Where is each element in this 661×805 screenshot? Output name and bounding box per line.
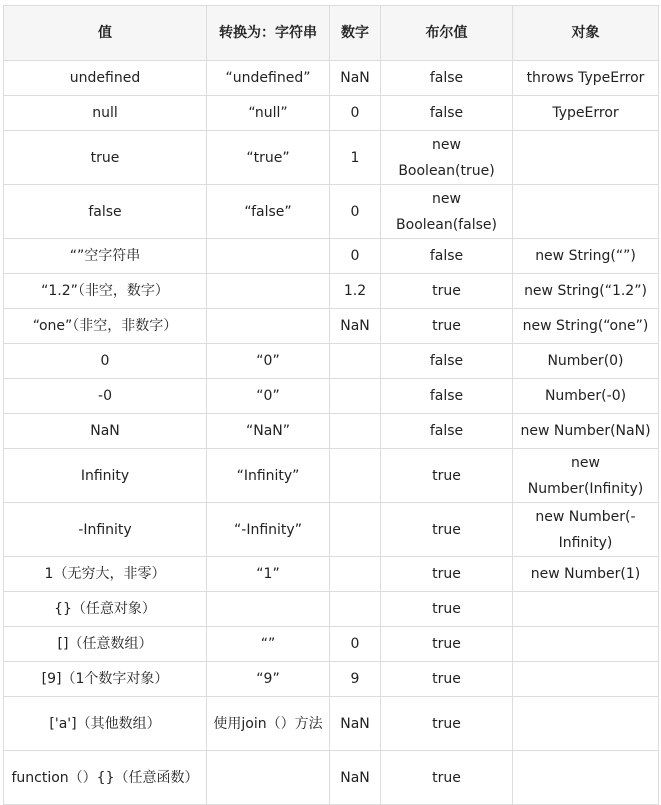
cell-string [207, 274, 330, 309]
cell-object: Number(0) [513, 344, 659, 379]
cell-string: 使用join（）方法 [207, 697, 330, 751]
cell-value: undefined [4, 61, 207, 96]
cell-number [330, 592, 381, 627]
cell-string [207, 239, 330, 274]
cell-object: new String(“”) [513, 239, 659, 274]
cell-value: null [4, 96, 207, 131]
cell-string: “0” [207, 344, 330, 379]
cell-boolean: false [381, 414, 513, 449]
cell-string: “NaN” [207, 414, 330, 449]
cell-object [513, 185, 659, 239]
cell-value: Infinity [4, 449, 207, 503]
cell-string: “9” [207, 662, 330, 697]
cell-boolean: true [381, 449, 513, 503]
cell-value: “one”（非空，非数字） [4, 309, 207, 344]
table-row [4, 96, 659, 131]
cell-number: NaN [330, 697, 381, 751]
cell-boolean: false [381, 379, 513, 414]
table-row [4, 309, 659, 344]
cell-number: NaN [330, 61, 381, 96]
cell-object: new String(“1.2”) [513, 274, 659, 309]
cell-boolean: true [381, 592, 513, 627]
cell-value: []（任意数组） [4, 627, 207, 662]
cell-object [513, 662, 659, 697]
cell-number [330, 557, 381, 592]
cell-object: new Number(-Infinity) [513, 503, 659, 557]
cell-boolean: false [381, 96, 513, 131]
cell-value: false [4, 185, 207, 239]
cell-number [330, 503, 381, 557]
cell-string [207, 309, 330, 344]
cell-boolean: true [381, 274, 513, 309]
cell-value: -Infinity [4, 503, 207, 557]
cell-object [513, 627, 659, 662]
table-row [4, 697, 659, 751]
cell-boolean: false [381, 61, 513, 96]
cell-number [330, 414, 381, 449]
type-conversion-table [3, 5, 659, 805]
cell-number [330, 449, 381, 503]
table-row [4, 185, 659, 239]
table-row [4, 379, 659, 414]
cell-number: 0 [330, 96, 381, 131]
cell-boolean: false [381, 344, 513, 379]
cell-number: 0 [330, 239, 381, 274]
cell-value: 1（无穷大，非零） [4, 557, 207, 592]
cell-object [513, 592, 659, 627]
cell-object: new Number(1) [513, 557, 659, 592]
cell-object: new String(“one”) [513, 309, 659, 344]
cell-string: “undefined” [207, 61, 330, 96]
cell-value: “”空字符串 [4, 239, 207, 274]
cell-value: “1.2”（非空，数字） [4, 274, 207, 309]
cell-boolean: new Boolean(false) [381, 185, 513, 239]
cell-string: “-Infinity” [207, 503, 330, 557]
table-row [4, 503, 659, 557]
cell-object: new Number(Infinity) [513, 449, 659, 503]
cell-object [513, 131, 659, 185]
cell-object: Number(-0) [513, 379, 659, 414]
cell-number: 9 [330, 662, 381, 697]
cell-number: NaN [330, 751, 381, 805]
cell-string: “false” [207, 185, 330, 239]
table-row [4, 751, 659, 805]
cell-object [513, 751, 659, 805]
cell-string: “1” [207, 557, 330, 592]
cell-number: 1.2 [330, 274, 381, 309]
cell-number: NaN [330, 309, 381, 344]
table-row [4, 239, 659, 274]
cell-object: throws TypeError [513, 61, 659, 96]
header-row [4, 6, 659, 61]
cell-value: NaN [4, 414, 207, 449]
cell-boolean: true [381, 751, 513, 805]
cell-value: {}（任意对象） [4, 592, 207, 627]
cell-number [330, 379, 381, 414]
cell-string: “0” [207, 379, 330, 414]
cell-value: true [4, 131, 207, 185]
cell-boolean: false [381, 239, 513, 274]
cell-boolean: true [381, 557, 513, 592]
header-value: 值 [4, 6, 207, 61]
cell-object [513, 697, 659, 751]
table-row [4, 557, 659, 592]
table-row [4, 344, 659, 379]
cell-value: -0 [4, 379, 207, 414]
cell-boolean: true [381, 697, 513, 751]
header-to-string: 转换为：字符串 [207, 6, 330, 61]
cell-string: “null” [207, 96, 330, 131]
cell-boolean: true [381, 662, 513, 697]
cell-value: function（）{}（任意函数） [4, 751, 207, 805]
cell-string: “true” [207, 131, 330, 185]
cell-boolean: true [381, 627, 513, 662]
cell-string [207, 751, 330, 805]
cell-boolean: new Boolean(true) [381, 131, 513, 185]
table-row [4, 627, 659, 662]
cell-number [330, 344, 381, 379]
header-boolean: 布尔值 [381, 6, 513, 61]
cell-value: [9]（1个数字对象） [4, 662, 207, 697]
header-object: 对象 [513, 6, 659, 61]
table-row [4, 449, 659, 503]
table-row [4, 414, 659, 449]
cell-string: “” [207, 627, 330, 662]
cell-number: 1 [330, 131, 381, 185]
cell-boolean: true [381, 503, 513, 557]
cell-value: 0 [4, 344, 207, 379]
cell-number: 0 [330, 627, 381, 662]
table-row [4, 274, 659, 309]
cell-string: “Infinity” [207, 449, 330, 503]
cell-boolean: true [381, 309, 513, 344]
cell-object: new Number(NaN) [513, 414, 659, 449]
cell-number: 0 [330, 185, 381, 239]
table-row [4, 592, 659, 627]
table-row [4, 662, 659, 697]
table-row [4, 61, 659, 96]
table-row [4, 131, 659, 185]
cell-string [207, 592, 330, 627]
cell-object: TypeError [513, 96, 659, 131]
header-number: 数字 [330, 6, 381, 61]
cell-value: ['a']（其他数组） [4, 697, 207, 751]
